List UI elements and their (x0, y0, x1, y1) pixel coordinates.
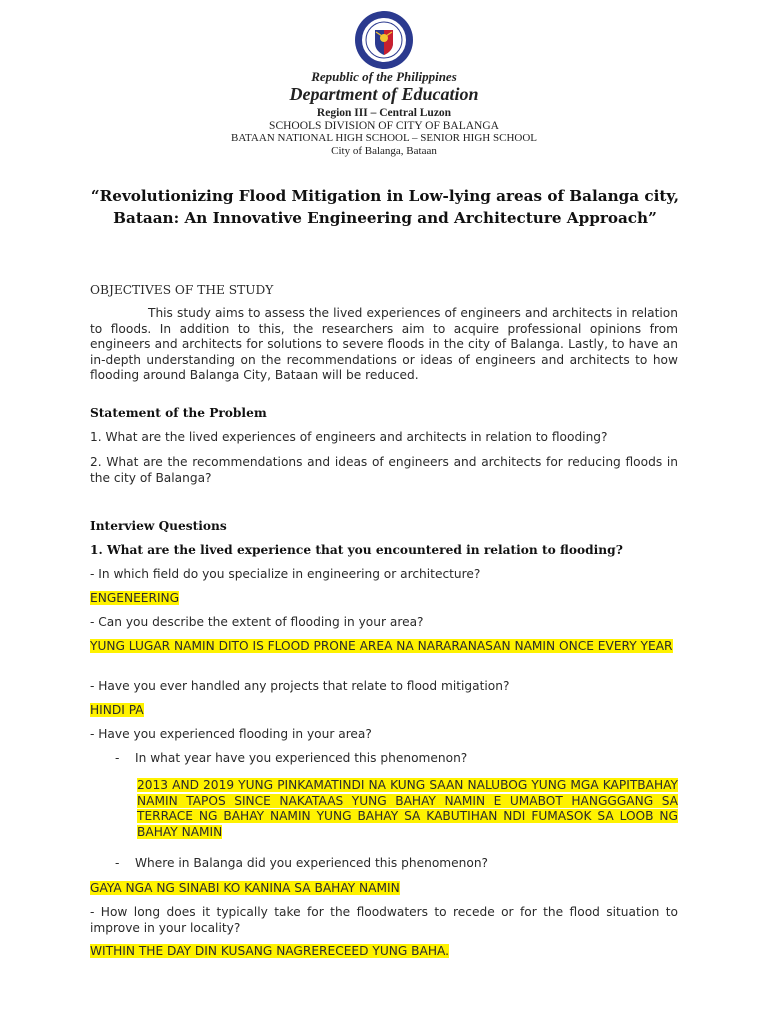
division-line: SCHOOLS DIVISION OF CITY OF BALANGA (269, 120, 499, 132)
interview-heading: Interview Questions (90, 519, 227, 533)
answer-extent: YUNG LUGAR NAMIN DITO IS FLOOD PRONE AREA NA NARARANASAN NAMIN ONCE EVERY YEAR (90, 639, 673, 653)
problem-question-2: 2. What are the recommendations and ideas of engineers and architects for reducing floods in the city of Balanga? (90, 455, 678, 485)
objectives-heading: OBJECTIVES OF THE STUDY (90, 283, 274, 297)
problem-heading: Statement of the Problem (90, 406, 267, 420)
objectives-body: This study aims to assess the lived experiences of engineers and architects in relation to floods. In addition to this, the researchers aim to acquire professional opinions from engineers and architects for solutions to severe floods in the city of Balanga. Lastly, to have an in-depth understanding on the recommendations or ideas of engineers and architects to how flooding around Balanga City, Bataan will be reduced. (90, 306, 678, 383)
deped-seal-logo (354, 10, 414, 70)
question-year: In what year have you experienced this phenomenon? (135, 751, 468, 765)
bullet-dash: - (115, 856, 120, 870)
question-recede: - How long does it typically take for the floodwaters to recede or for the flood situation to improve in your locality? (90, 905, 678, 935)
question-where: Where in Balanga did you experienced this phenomenon? (135, 856, 489, 870)
school-line: BATAAN NATIONAL HIGH SCHOOL – SENIOR HIGH SCHOOL (231, 132, 537, 144)
answer-recede: WITHIN THE DAY DIN KUSANG NAGRERECEED YUNG BAHA. (90, 944, 450, 958)
answer-projects: HINDI PA (90, 703, 144, 717)
department-name: Department of Education (289, 84, 479, 104)
bullet-dash: - (115, 751, 120, 765)
question-projects: - Have you ever handled any projects that relate to flood mitigation? (90, 679, 510, 693)
answer-where: GAYA NGA NG SINABI KO KANINA SA BAHAY NAMIN (90, 881, 400, 895)
republic-line: Republic of the Philippines (311, 69, 457, 84)
city-line: City of Balanga, Bataan (331, 145, 437, 157)
problem-question-1: 1. What are the lived experiences of engineers and architects in relation to flooding? (90, 430, 608, 444)
answer-field: ENGENEERING (90, 591, 180, 605)
question-experienced: - Have you experienced flooding in your area? (90, 727, 372, 741)
study-title: “Revolutionizing Flood Mitigation in Low-lying areas of Balanga city, Bataan: An Innovative Engineering and Architecture Approach” (90, 187, 680, 227)
region-line: Region III – Central Luzon (316, 107, 452, 119)
answer-year: 2013 AND 2019 YUNG PINKAMATINDI NA KUNG SAAN NALUBOG YUNG MGA KAPITBAHAY NAMIN TAPOS SINCE NAKATAAS YUNG BAHAY NAMIN E UMABOT HANGGGANG SA TERRACE NG BAHAY NAMIN YUNG BAHAY SA KABUTIHAN NDI FUMASOK SA LOOB NG BAHAY NAMIN (137, 778, 678, 839)
interview-main-question: 1. What are the lived experience that you encountered in relation to flooding? (90, 543, 623, 557)
question-field: - In which field do you specialize in engineering or architecture? (90, 567, 481, 581)
question-extent: - Can you describe the extent of flooding in your area? (90, 615, 424, 629)
